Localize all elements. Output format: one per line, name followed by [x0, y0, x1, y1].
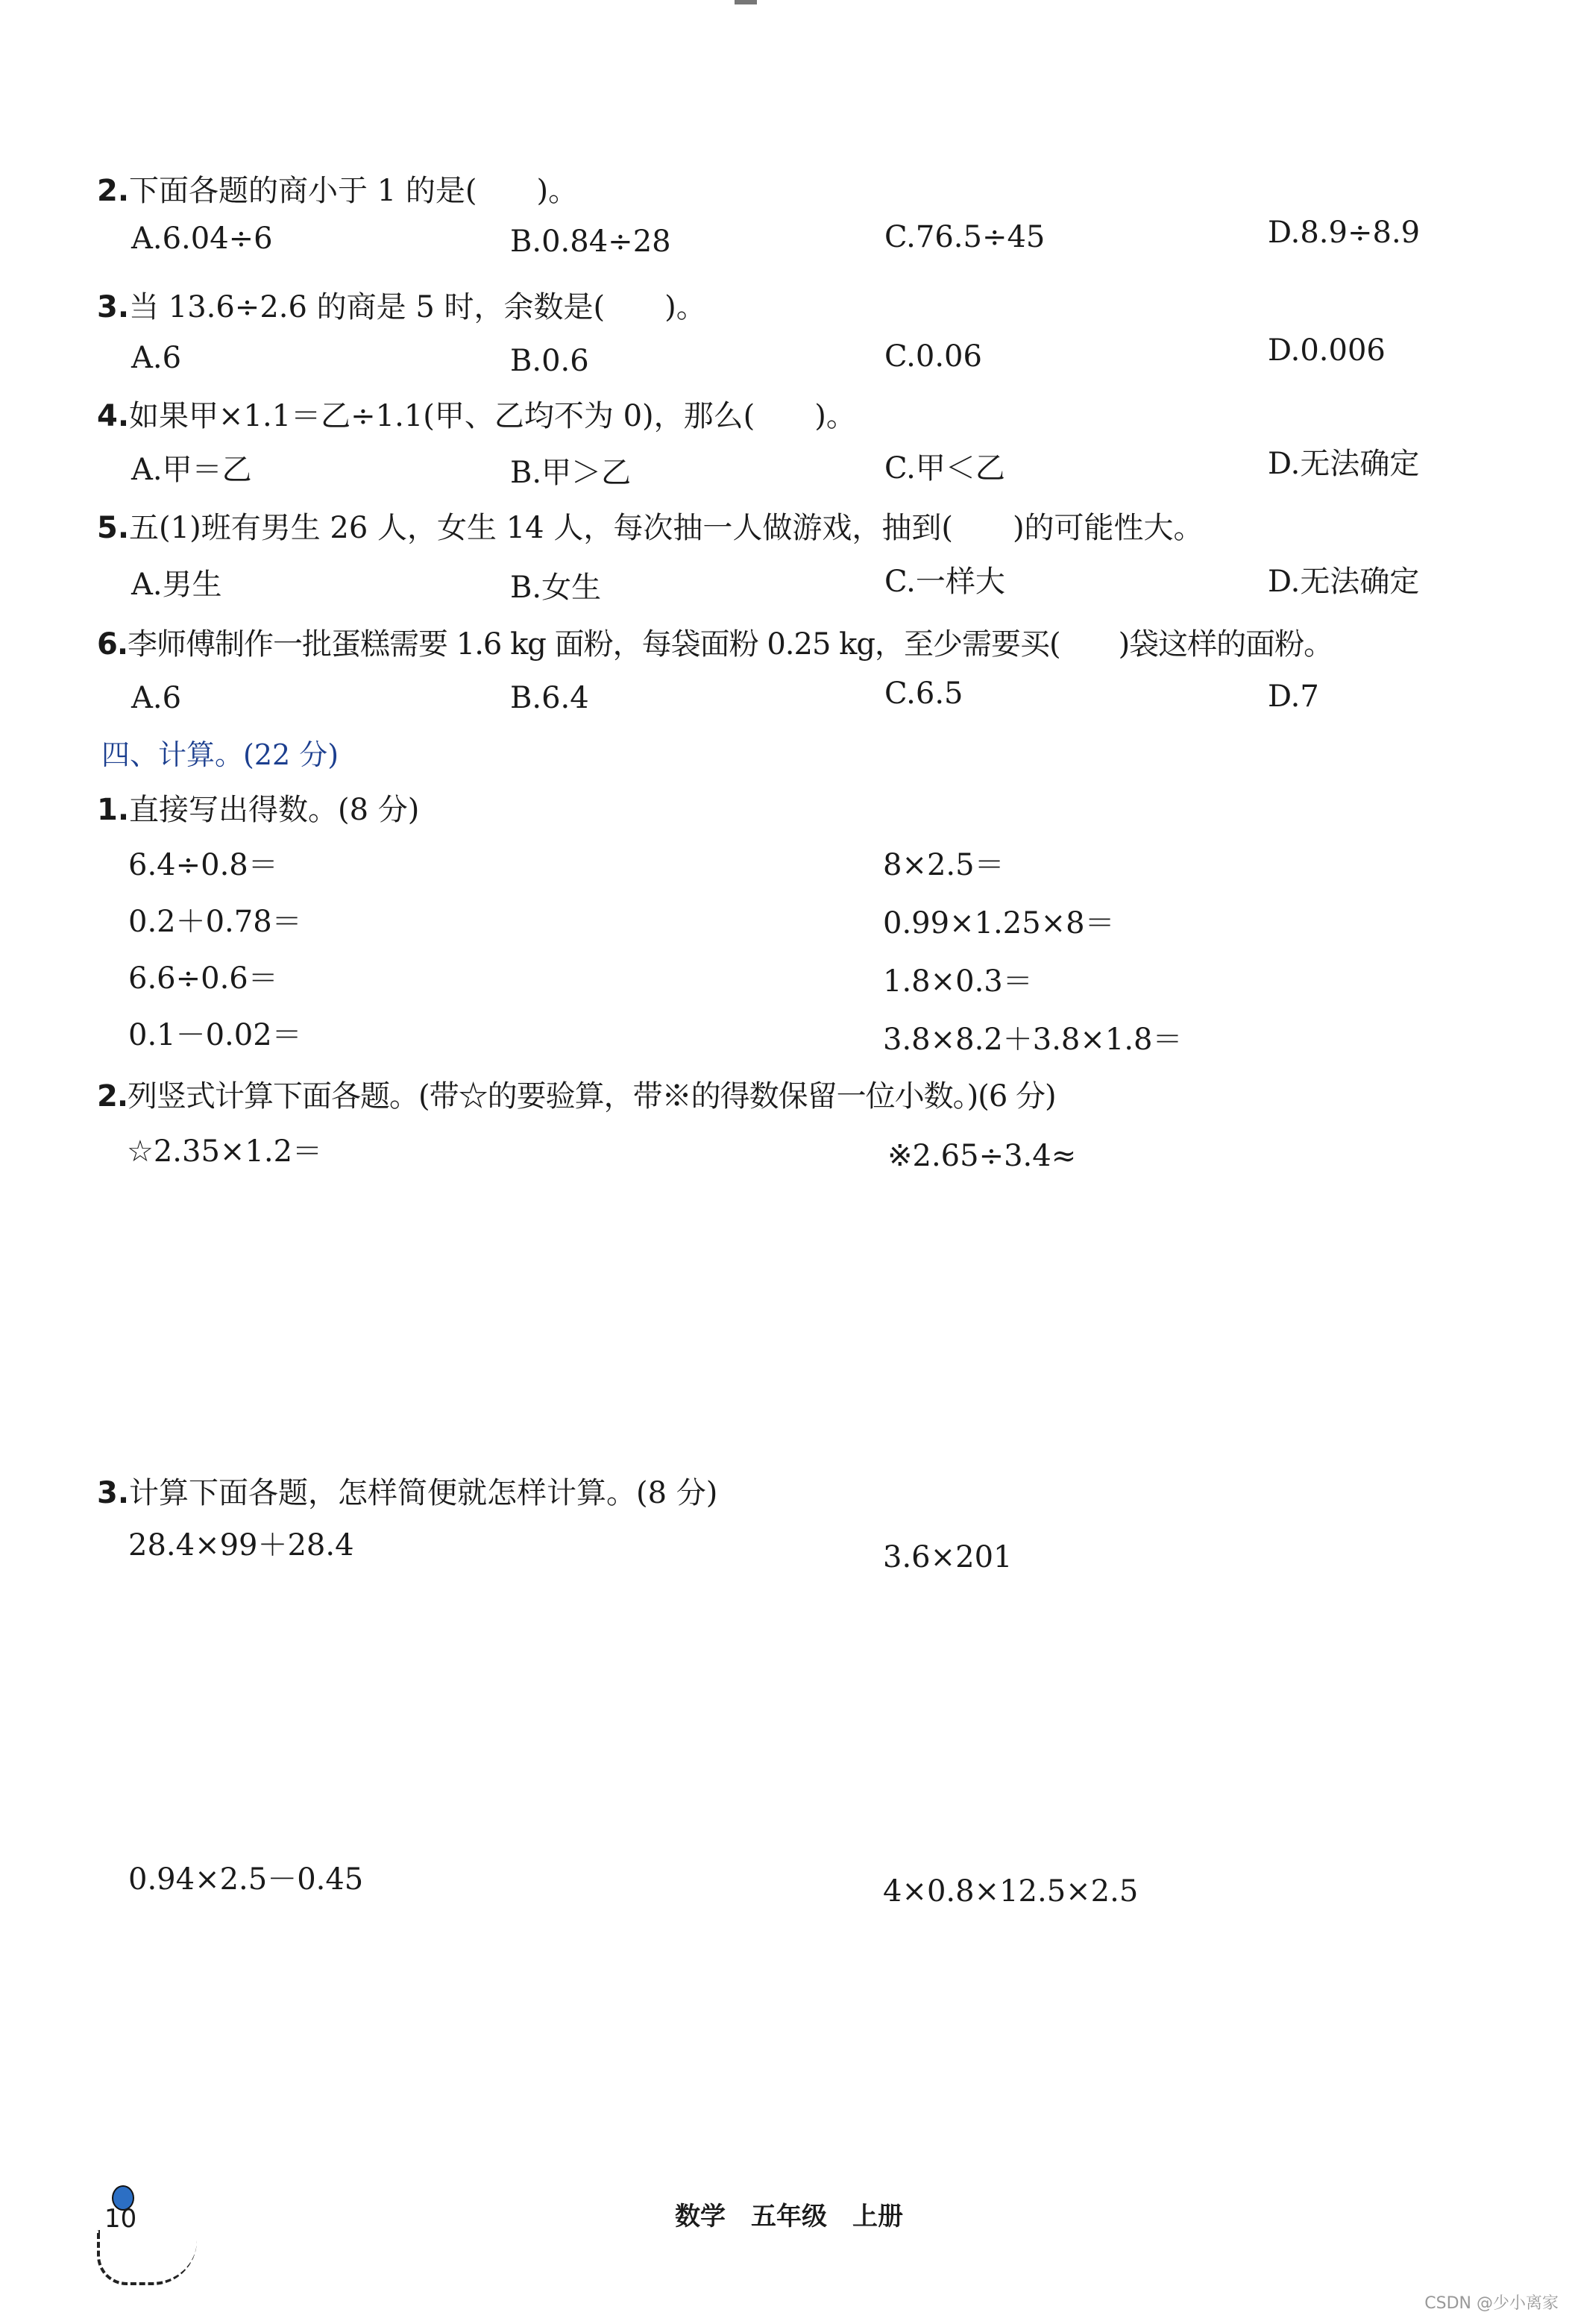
- part-number: 3.: [97, 1476, 130, 1510]
- option: D.8.9÷8.9: [1268, 216, 1421, 250]
- option: A.男生: [131, 568, 222, 602]
- calc-item: 6.6÷0.6＝: [128, 961, 278, 996]
- question-text: 当 13.6÷2.6 的商是 5 时，余数是( )。: [129, 290, 706, 324]
- calc-item: 8×2.5＝: [883, 848, 1004, 882]
- vertical-calc-item: ☆2.35×1.2＝: [127, 1134, 323, 1169]
- question-text: 下面各题的商小于 1 的是( )。: [129, 174, 579, 208]
- part-title: 直接写出得数。(8 分): [129, 793, 420, 827]
- question-5: [97, 510, 1204, 546]
- scan-mark: [735, 0, 757, 4]
- part-title: 计算下面各题，怎样简便就怎样计算。(8 分): [129, 1476, 718, 1510]
- vertical-calc-item: ※2.65÷3.4≈: [887, 1139, 1077, 1173]
- question-number: 4.: [97, 399, 130, 433]
- part1-heading: [97, 792, 419, 828]
- option: D.无法确定: [1268, 565, 1420, 599]
- question-number: 2.: [97, 174, 130, 208]
- page-number: 10: [104, 2204, 137, 2234]
- calc-item: 0.2＋0.78＝: [128, 905, 302, 939]
- dashed-trail-decoration: [97, 2230, 197, 2285]
- part-number: 1.: [97, 793, 130, 827]
- option: A.甲＝乙: [131, 453, 252, 487]
- option: B.女生: [510, 571, 602, 605]
- question-3: [97, 289, 706, 325]
- calc-item: 0.1－0.02＝: [128, 1018, 302, 1052]
- option: A.6: [131, 681, 182, 715]
- option: D.0.006: [1268, 333, 1386, 368]
- option: D.无法确定: [1268, 447, 1420, 481]
- question-2: [97, 173, 578, 209]
- calc-item: 0.99×1.25×8＝: [883, 906, 1115, 940]
- option: A.6.04÷6: [131, 222, 273, 256]
- simplify-item: 3.6×201: [883, 1540, 1013, 1574]
- simplify-item: 28.4×99＋28.4: [128, 1528, 354, 1563]
- option: B.0.6: [510, 344, 589, 378]
- option: C.76.5÷45: [884, 220, 1046, 254]
- option: B.0.84÷28: [510, 224, 671, 259]
- part3-heading: [97, 1475, 717, 1511]
- part-number: 2.: [97, 1079, 128, 1114]
- question-text: 李师傅制作一批蛋糕需要 1.6 kg 面粉，每袋面粉 0.25 kg，至少需要买( )袋这样的面粉。: [128, 627, 1333, 662]
- option: B.甲＞乙: [510, 456, 632, 490]
- option: C.6.5: [884, 676, 963, 711]
- option: C.0.06: [884, 339, 982, 374]
- option: A.6: [131, 341, 182, 375]
- question-6: [97, 626, 1333, 662]
- question-number: 6.: [97, 627, 128, 662]
- part-title: 列竖式计算下面各题。(带☆的要验算，带※的得数保留一位小数。)(6 分): [128, 1079, 1056, 1114]
- option: B.6.4: [510, 681, 589, 715]
- question-text: 五(1)班有男生 26 人，女生 14 人，每次抽一人做游戏，抽到( )的可能性大。: [129, 511, 1204, 545]
- calc-item: 6.4÷0.8＝: [128, 848, 278, 882]
- option: D.7: [1268, 679, 1319, 714]
- simplify-item: 0.94×2.5－0.45: [128, 1862, 364, 1897]
- simplify-item: 4×0.8×12.5×2.5: [883, 1874, 1139, 1909]
- option: C.一样大: [884, 565, 1005, 599]
- option: C.甲＜乙: [884, 451, 1005, 486]
- calc-item: 1.8×0.3＝: [883, 964, 1033, 999]
- question-4: [97, 398, 856, 434]
- part2-heading: [97, 1078, 1056, 1114]
- question-number: 5.: [97, 511, 130, 545]
- calc-item: 3.8×8.2＋3.8×1.8＝: [883, 1023, 1183, 1057]
- section-title: 四、计算。(22 分): [101, 738, 339, 771]
- book-title: 数学 五年级 上册: [675, 2202, 903, 2232]
- question-text: 如果甲×1.1＝乙÷1.1(甲、乙均不为 0)，那么( )。: [129, 399, 856, 433]
- watermark: CSDN @少小离家: [1424, 2294, 1559, 2313]
- question-number: 3.: [97, 290, 130, 324]
